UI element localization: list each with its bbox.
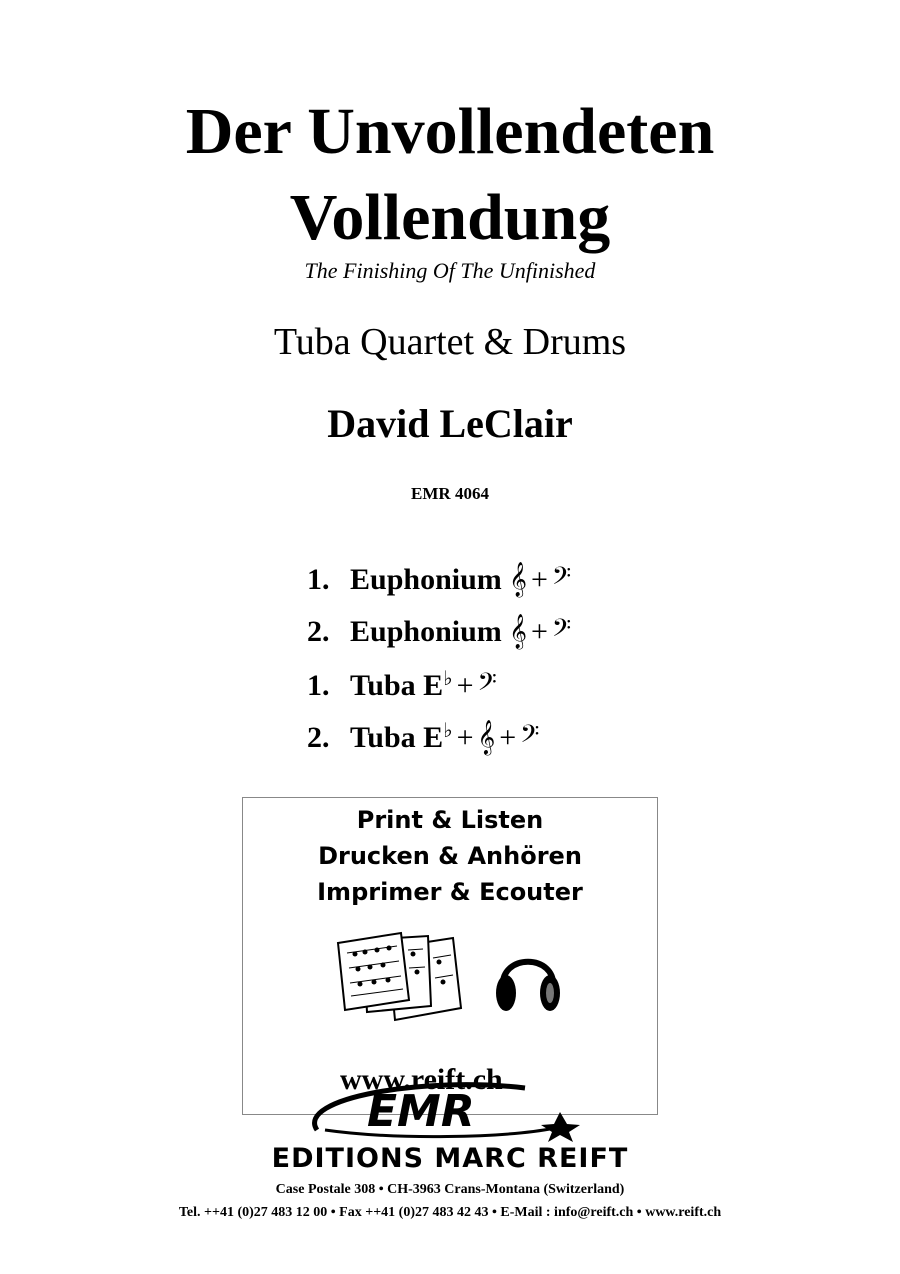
emr-logo (305, 1078, 595, 1142)
bass-clef-icon: 𝄢 (551, 562, 572, 597)
bass-clef-icon: 𝄢 (551, 614, 572, 649)
flat-icon: ♭ (443, 718, 453, 742)
part-number: 1. (307, 669, 330, 702)
part-number: 2. (307, 721, 330, 754)
publisher-address: Case Postale 308 • CH-3963 Crans-Montana (Switzerland) (275, 1182, 625, 1197)
composer: David LeClair (327, 401, 573, 446)
part-2-euphonium: 2. Euphonium 𝄞 + 𝄢 (307, 614, 572, 649)
bass-clef-icon: 𝄢 (477, 668, 497, 703)
website-link[interactable]: www.reift.ch (340, 1063, 503, 1096)
print-listen-en: Print & Listen (356, 806, 544, 834)
scoring: Tuba Quartet & Drums (273, 321, 627, 363)
title-line-1: Der Unvollendeten (185, 95, 715, 168)
treble-clef-icon: 𝄞 (477, 720, 496, 755)
catalog-number: EMR 4064 (411, 484, 489, 503)
print-listen-fr: Imprimer & Ecouter (317, 878, 583, 906)
part-name: Tuba E (350, 669, 444, 702)
logo-text: EMR (367, 1086, 475, 1137)
part-1-euphonium: 1. Euphonium 𝄞 + 𝄢 (307, 562, 572, 597)
part-number: 1. (307, 563, 330, 596)
bass-clef-icon: 𝄢 (520, 720, 540, 755)
sheet-music-icon (333, 928, 468, 1028)
flat-icon: ♭ (443, 666, 453, 690)
treble-clef-icon: 𝄞 (509, 614, 527, 649)
subtitle: The Finishing Of The Unfinished (304, 258, 596, 283)
publisher-contact: Tel. ++41 (0)27 483 12 00 • Fax ++41 (0)27 483 42 43 • E-Mail : info@reift.ch • www.reift.ch (178, 1205, 722, 1220)
headphones-icon (493, 938, 563, 1018)
part-name: Euphonium (350, 615, 502, 648)
treble-clef-icon: 𝄞 (509, 562, 527, 597)
part-2-tuba: 2. Tuba E♭ + 𝄞 + 𝄢 (307, 718, 540, 755)
part-1-tuba: 1. Tuba E♭ + 𝄢 (307, 666, 497, 703)
part-name: Euphonium (350, 563, 502, 596)
publisher-name: EDITIONS MARC REIFT (271, 1143, 629, 1174)
title-line-2: Vollendung (289, 181, 611, 254)
part-number: 2. (307, 615, 330, 648)
part-name: Tuba E (350, 721, 444, 754)
print-listen-de: Drucken & Anhören (318, 842, 582, 870)
